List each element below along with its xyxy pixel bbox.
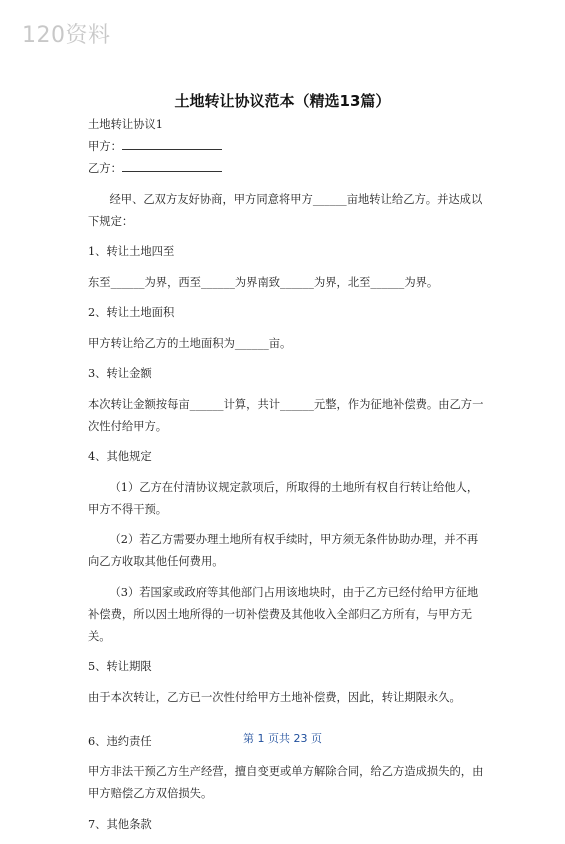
watermark-logo: 120资料 [22,23,111,48]
party-a-line [88,136,486,158]
doc-heading: 土地转让协议1 [88,118,163,131]
page-footer: 第 1 页共 23 页 [243,732,322,745]
section-6-text: 甲方非法干预乙方生产经营，擅自变更或单方解除合同，给乙方造成损失的，由甲方赔偿乙方双倍损失。 [88,765,484,800]
section-4-heading: 4、其他规定 [88,450,152,463]
section-1-heading: 1、转让土地四至 [88,245,175,258]
section-3-text: 本次转让金额按每亩______计算，共计______元整，作为征地补偿费。由乙方一次性付给甲方。 [88,397,484,433]
section-1-text: 东至______为界，西至______为界南致______为界，北至______为界。 [88,275,439,289]
section-4-item-1: （1）乙方在付清协议规定款项后，所取得的土地所有权自行转让给他人，甲方不得干预。 [88,480,479,516]
intro-paragraph: 经甲、乙双方友好协商，甲方同意将甲方______亩地转让给乙方。并达成以下规定： [88,192,483,228]
section-2-heading: 2、转让土地面积 [88,306,175,319]
section-2-text: 甲方转让给乙方的土地面积为______亩。 [88,336,292,350]
party-b-line [88,158,486,180]
party-b-label: 乙方： [88,162,122,175]
party-b-blank [122,159,222,172]
section-7-heading: 7、其他条款 [88,817,152,831]
party-a-blank [122,137,222,150]
document-title: 土地转让协议范本（精选13篇） [174,92,391,110]
party-a-label: 甲方： [88,140,122,153]
section-4-item-2: （2）若乙方需要办理土地所有权手续时，甲方须无条件协助办理，并不再向乙方收取其他任何费用。 [88,533,479,568]
section-6-heading: 6、违约责任 [88,734,152,748]
section-4-item-3: （3）若国家或政府等其他部门占用该地块时，由于乙方已经付给甲方征地补偿费，所以因土地所得的一切补偿费及其他收入全部归乙方所有，与甲方无关。 [88,585,479,643]
section-3-heading: 3、转让金额 [88,367,152,380]
section-5-text: 由于本次转让，乙方已一次性付给甲方土地补偿费，因此，转让期限永久。 [88,690,461,704]
section-5-heading: 5、转让期限 [88,660,152,673]
